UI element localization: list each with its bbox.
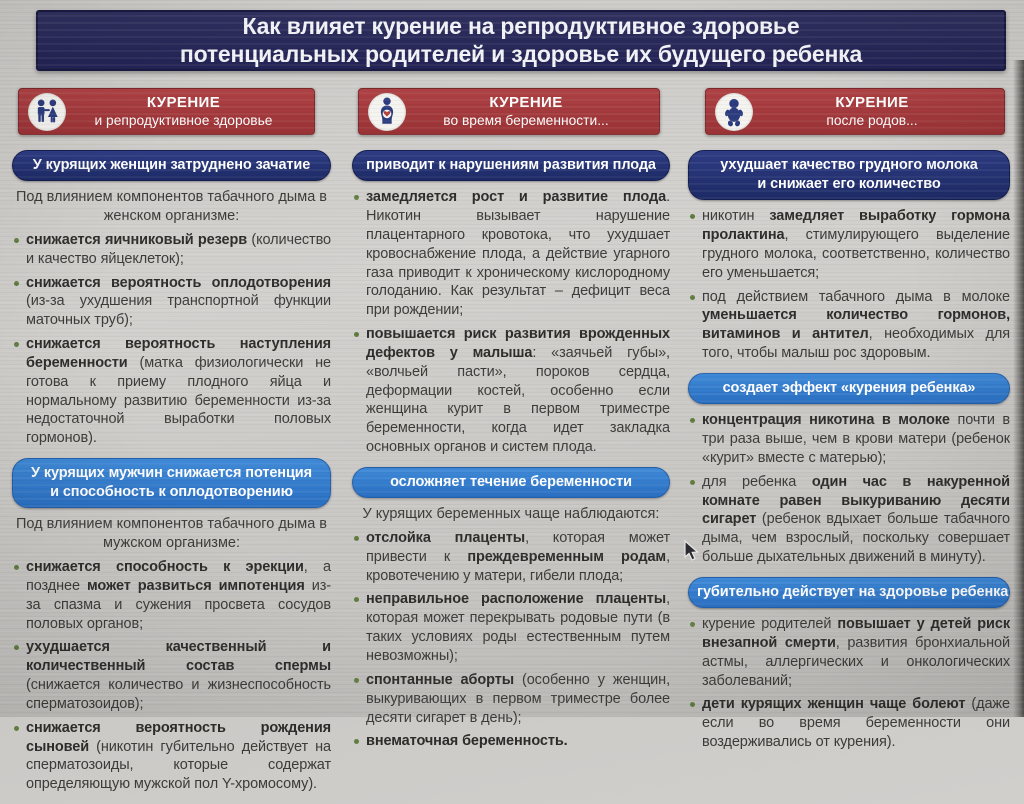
bullet-item: спонтанные аборты (особенно у женщин, выкуривающих в первом триместре более десяти сигарет в день); (352, 671, 670, 728)
bullet-item: ухудшается качественный и количественный состав спермы (снижается количество и жизнеспособность сперматозоидов); (12, 638, 331, 713)
bullet-item: дети курящих женщин чаще болеют (даже если во время беременности они воздерживались от курения). (688, 695, 1010, 752)
badge-subtitle: и репродуктивное здоровье (94, 113, 273, 129)
poster-title-line1: Как влияет курение на репродуктивное здоровье (242, 12, 800, 39)
intro-text: У курящих беременных чаще наблюдаются: (362, 506, 660, 523)
bullet-item: под действием табачного дыма в молоке уменьшается количество гормонов, витаминов и антител, необходимых для того, чтобы малыш рос здоровым. (688, 288, 1010, 363)
section-header: У курящих мужчин снижается потенция и способность к оплодотворению (12, 458, 331, 508)
intro-text: Под влиянием компонентов табачного дыма в женском организме: (15, 189, 327, 224)
column-during-pregnancy (352, 150, 670, 761)
badge-subtitle: после родов... (826, 113, 918, 129)
badge-smoking-reproductive-health (18, 88, 315, 135)
column-after-birth (688, 150, 1010, 762)
bullet-list (352, 188, 670, 457)
bullet-item: повышается риск развития врожденных дефектов у малыша: «заячьей губы», «волчьей пасти», пороков сердца, деформации костей, особенно если женщина курит в первом триместре беременности, когда идет закладка основных органов и систем плода. (352, 325, 670, 457)
bullet-item: снижается способность к эрекции, а позднее может развиться импотенция из-за спазма и сужения просвета сосудов половых органов; (12, 558, 331, 633)
bullet-list (688, 411, 1010, 567)
bullet-item: неправильное расположение плаценты, которая может перекрывать родовые пути (в таких условиях роды естественным путем невозможны); (352, 590, 670, 665)
section-header: осложняет течение беременности (352, 467, 670, 498)
bullet-item: отслойка плаценты, которая может привести к преждевременным родам, кровотечению у матери, гибели плода; (352, 529, 670, 586)
bullet-item: снижается вероятность наступления беременности (матка физиологически не готова к приему плодного яйца и нормальному развитию беременности из-за недостаточной выработки половых гормонов). (12, 335, 331, 448)
poster-title (36, 10, 1006, 71)
bullet-list (688, 207, 1010, 363)
badge-title: КУРЕНИЕ (489, 93, 563, 111)
section-header: губительно действует на здоровье ребенка (688, 577, 1010, 608)
pregnant-woman-icon (368, 93, 406, 131)
bullet-item: курение родителей повышает у детей риск внезапной смерти, развития бронхиальной астмы, аллергических и онкологических заболеваний; (688, 615, 1010, 690)
section-header: приводит к нарушениям развития плода (352, 150, 670, 181)
badge-title: КУРЕНИЕ (146, 93, 221, 111)
bullet-item: снижается вероятность оплодотворения (из-за ухудшения транспортной функции маточных труб); (12, 274, 331, 331)
bullet-list (688, 615, 1010, 752)
badge-subtitle: во время беременности... (443, 113, 609, 129)
bullet-item: концентрация никотина в молоке почти в три раза выше, чем в крови матери (ребенок «курит» вместе с матерью); (688, 411, 1010, 468)
badge-smoking-during-pregnancy (358, 88, 660, 135)
poster-title-line2: потенциальных родителей и здоровье их будущего ребенка (179, 40, 863, 67)
bullet-item: снижается яичниковый резерв (количество и качество яйцеклеток); (12, 231, 331, 269)
baby-icon (715, 93, 753, 131)
bullet-item: для ребенка один час в накуренной комнате равен выкуриванию десяти сигарет (ребенок вдыхает больше табачного дыма, чем взрослый, поскольку совершает больше дыхательных движений в минуту). (688, 473, 1010, 567)
bullet-list (352, 529, 670, 751)
badge-smoking-after-birth (705, 88, 1005, 135)
bullet-item: снижается вероятность рождения сыновей (никотин губительно действует на сперматозоиды, которые содержат определяющую мужской пол Y-хромосому). (12, 719, 331, 794)
badge-title: КУРЕНИЕ (835, 93, 909, 111)
section-header: создает эффект «курения ребенка» (688, 373, 1010, 404)
bullet-item: никотин замедляет выработку гормона пролактина, стимулирующего выделение грудного молока, соответственно, количество его уменьшается; (688, 207, 1010, 282)
bullet-item: замедляется рост и развитие плода. Никотин вызывает нарушение плацентарного кровотока, что ухудшает кровоснабжение плода, а действие угарного газа приводит к хроническому кислородному голоданию. Как результат – дефицит веса при рождении; (352, 188, 670, 320)
screen-photo-edge (1013, 60, 1024, 717)
section-header: У курящих женщин затруднено зачатие (12, 150, 331, 181)
couple-icon (28, 93, 66, 131)
bullet-item: внематочная беременность. (352, 732, 670, 751)
column-reproductive-health (12, 150, 331, 804)
intro-text: Под влиянием компонентов табачного дыма в мужском организме: (15, 516, 327, 552)
section-header: ухудшает качество грудного молока и снижает его количество (688, 150, 1010, 200)
bullet-list (12, 558, 331, 794)
bullet-list (12, 231, 331, 448)
mouse-cursor-icon (684, 540, 701, 567)
